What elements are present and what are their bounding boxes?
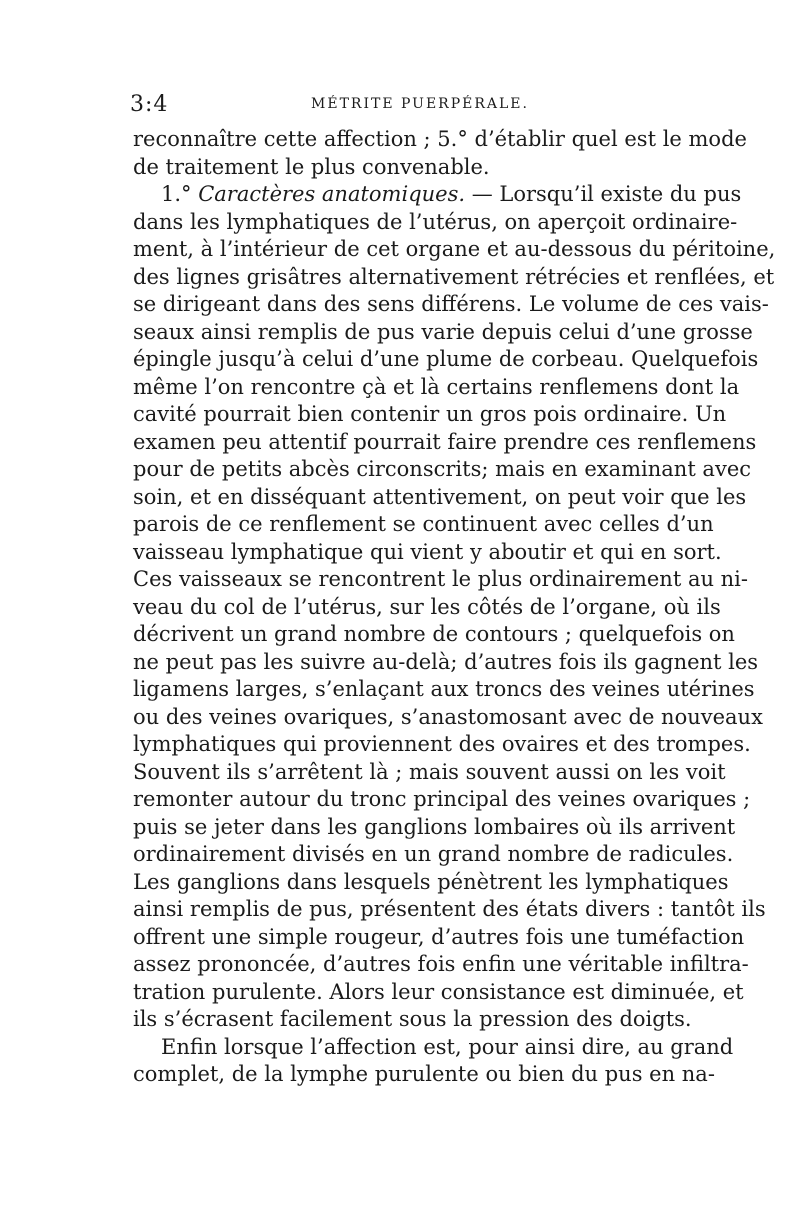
text-line: ordinairement divisés en un grand nombre de radicules. <box>133 842 734 866</box>
text-line: ne peut pas les suivre au-delà; d’autres fois ils gagnent les <box>133 649 759 674</box>
text-line: Ces vaisseaux se rencontrent le plus ordinairement au ni- <box>133 567 748 591</box>
text-line: tration purulente. Alors leur consistance est diminuée, et <box>133 979 744 1004</box>
text-line: même l’on rencontre çà et là certains renflemens dont la <box>133 374 740 399</box>
text-line: examen peu attentif pourrait faire prendre ces renflemens <box>133 429 757 454</box>
text-line: épingle jusqu’à celui d’une plume de corbeau. Quelquefois <box>133 347 759 371</box>
text-line: remonter autour du tronc principal des veines ovariques ; <box>133 787 751 811</box>
text-line: assez prononcée, d’autres fois enfin une véritable infiltra- <box>133 952 749 976</box>
text-line: veau du col de l’utérus, sur les côtés de l’organe, où ils <box>133 594 721 619</box>
text-line: Enfin lorsque l’affection est, pour ainsi dire, au grand <box>161 1034 734 1059</box>
text-line: de traitement le plus convenable. <box>133 154 490 179</box>
text-line: ligamens larges, s’enlaçant aux troncs des veines utérines <box>133 677 755 701</box>
page-number: 3:4 <box>130 92 169 117</box>
text-line: soin, et en disséquant attentivement, on peut voir que les <box>133 484 747 509</box>
text-line: ou des veines ovariques, s’anastomosant avec de nouveaux <box>133 704 763 729</box>
text-line: ils s’écrasent facilement sous la pression des doigts. <box>133 1007 692 1031</box>
text-line: seaux ainsi remplis de pus varie depuis celui d’une grosse <box>133 319 753 344</box>
body-text <box>133 126 776 1089</box>
text-line: pour de petits abcès circonscrits; mais en examinant avec <box>133 457 752 481</box>
text-line: complet, de la lymphe purulente ou bien du pus en na- <box>133 1062 715 1086</box>
page-header <box>130 92 670 116</box>
text-line: cavité pourrait bien contenir un gros pois ordinaire. Un <box>133 402 727 426</box>
text-line: dans les lymphatiques de l’utérus, on aperçoit ordinaire- <box>133 209 738 234</box>
text-line: des lignes grisâtres alternativement rétrécies et renflées, et <box>133 264 775 289</box>
text-line: ainsi remplis de pus, présentent des états divers : tantôt ils <box>133 897 766 921</box>
text-line: offrent une simple rougeur, d’autres fois une tuméfaction <box>133 924 745 949</box>
text-line: décrivent un grand nombre de contours ; quelquefois on <box>133 622 735 646</box>
text-line: vaisseau lymphatique qui vient y aboutir et qui en sort. <box>133 539 722 564</box>
text-line: se dirigeant dans des sens différens. Le volume de ces vais- <box>133 292 769 316</box>
text-line: parois de ce renflement se continuent avec celles d’un <box>133 512 714 536</box>
text-line: puis se jeter dans les ganglions lombaires où ils arrivent <box>133 814 736 839</box>
running-title: MÉTRITE PUERPÉRALE. <box>311 96 529 112</box>
section-heading-line <box>133 181 742 209</box>
text-line: lymphatiques qui proviennent des ovaires et des trompes. <box>133 732 751 756</box>
text-line: Les ganglions dans lesquels pénètrent les lymphatiques <box>133 869 729 894</box>
text-line: reconnaître cette affection ; 5.° d’établir quel est le mode <box>133 127 747 151</box>
text-line-content: 1.° Caractères anatomiques. — Lorsqu’il existe du pus <box>161 182 742 206</box>
text-line: ment, à l’intérieur de cet organe et au-dessous du péritoine, <box>133 237 776 261</box>
text-line: Souvent ils s’arrêtent là ; mais souvent aussi on les voit <box>133 759 726 784</box>
